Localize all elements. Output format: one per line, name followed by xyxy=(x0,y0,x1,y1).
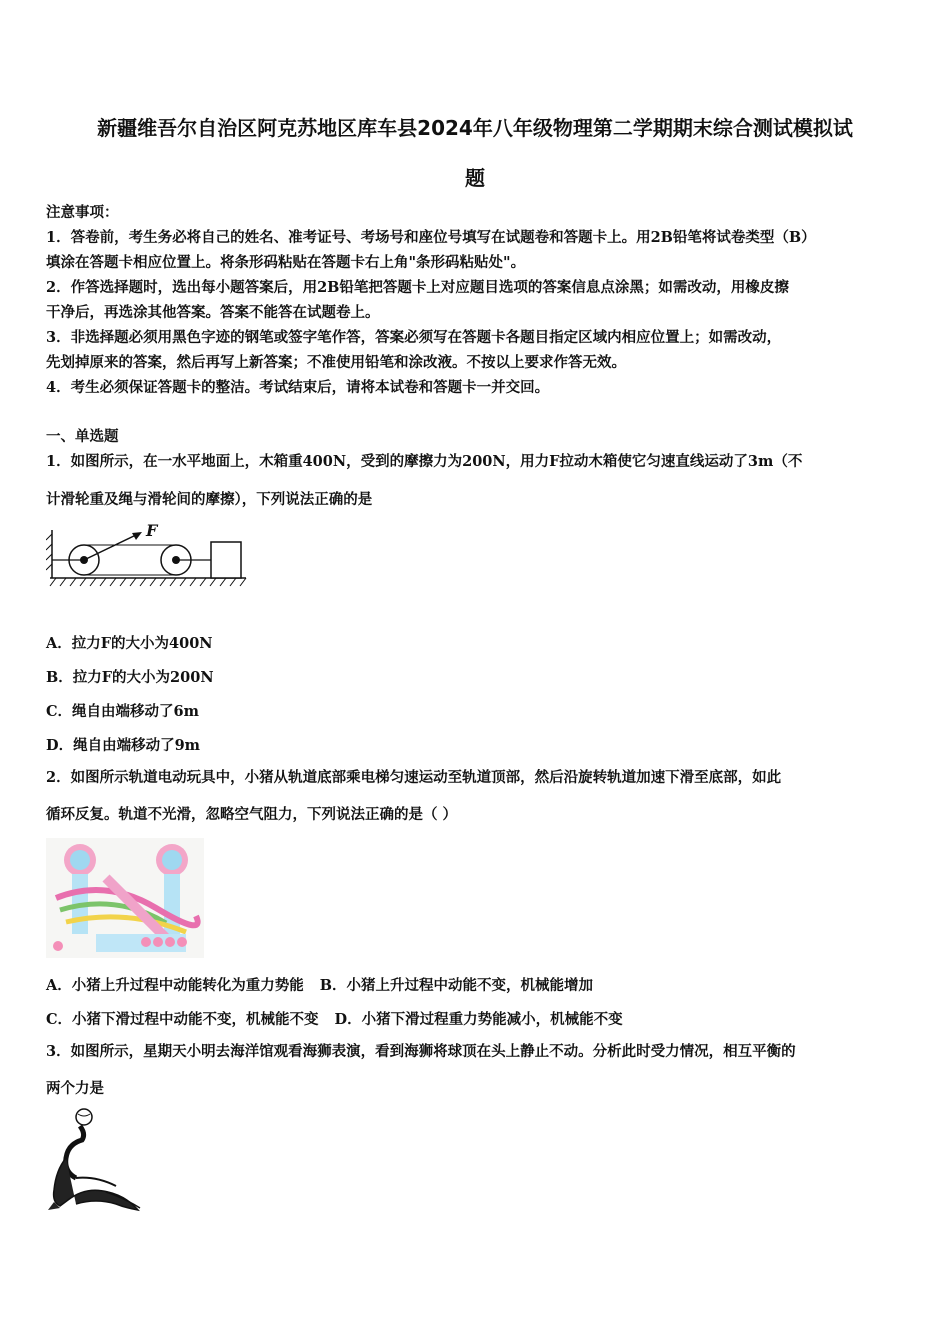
q1-pulley-figure xyxy=(46,520,251,592)
q1-option-a: A．拉力F的大小为400N xyxy=(46,635,213,652)
q1-stem-line1: 1．如图所示，在一水平地面上，木箱重400N，受到的摩擦力为200N，用力F拉动木箱使它匀速直线运动了3m（不 xyxy=(46,453,803,470)
q2-stem-line1: 2．如图所示轨道电动玩具中，小猪从轨道底部乘电梯匀速运动至轨道顶部，然后沿旋转轨道加速下滑至底部，如此 xyxy=(46,769,782,786)
notice-line: 干净后，再选涂其他答案。答案不能答在试题卷上。 xyxy=(46,304,380,321)
q2-option-b: B．小猪上升过程中动能不变，机械能增加 xyxy=(319,977,594,994)
q2-options-row1 xyxy=(46,974,593,995)
q1-stem-line2: 计滑轮重及绳与滑轮间的摩擦），下列说法正确的是 xyxy=(46,491,373,508)
q2-stem-line2: 循环反复。轨道不光滑，忽略空气阻力，下列说法正确的是（ ） xyxy=(46,806,458,823)
notice-line: 1．答卷前，考生务必将自己的姓名、准考证号、考场号和座位号填写在试题卷和答题卡上。用2B铅笔将试卷类型（B） xyxy=(46,229,816,246)
notice-line: 填涂在答题卡相应位置上。将条形码粘贴在答题卡右上角"条形码粘贴处"。 xyxy=(46,254,526,271)
q2-options-row2 xyxy=(46,1008,623,1029)
document-title-line2: 题 xyxy=(465,166,485,190)
q3-stem-line2: 两个力是 xyxy=(46,1080,104,1097)
notice-line: 3．非选择题必须用黑色字迹的钢笔或签字笔作答，答案必须写在答题卡各题目指定区域内相应位置上；如需改动， xyxy=(46,329,782,346)
q1-option-d: D．绳自由端移动了9m xyxy=(46,737,201,754)
q2-toy-track-photo xyxy=(46,838,204,958)
q1-figure-force-label: F xyxy=(146,521,158,540)
document-title-line1: 新疆维吾尔自治区阿克苏地区库车县2024年八年级物理第二学期期末综合测试模拟试 xyxy=(97,116,853,140)
notice-heading: 注意事项： xyxy=(46,204,119,221)
q1-option-c: C．绳自由端移动了6m xyxy=(46,703,199,720)
q2-option-a: A．小猪上升过程中动能转化为重力势能 xyxy=(46,977,304,994)
q3-stem-line1: 3．如图所示，星期天小明去海洋馆观看海狮表演，看到海狮将球顶在头上静止不动。分析此时受力情况，相互平衡的 xyxy=(46,1043,796,1060)
q1-option-b: B．拉力F的大小为200N xyxy=(46,669,214,686)
notice-line: 4．考生必须保证答题卡的整洁。考试结束后，请将本试卷和答题卡一并交回。 xyxy=(46,379,550,396)
q2-option-c: C．小猪下滑过程中动能不变，机械能不变 xyxy=(46,1011,319,1028)
q2-option-d: D．小猪下滑过程重力势能减小，机械能不变 xyxy=(334,1011,623,1028)
notice-line: 2．作答选择题时，选出每小题答案后，用2B铅笔把答题卡上对应题目选项的答案信息点涂黑；如需改动，用橡皮擦 xyxy=(46,279,789,296)
q3-sea-lion-figure xyxy=(46,1106,146,1218)
section-heading: 一、单选题 xyxy=(46,428,119,445)
notice-line: 先划掉原来的答案，然后再写上新答案；不准使用铅笔和涂改液。不按以上要求作答无效。 xyxy=(46,354,626,371)
